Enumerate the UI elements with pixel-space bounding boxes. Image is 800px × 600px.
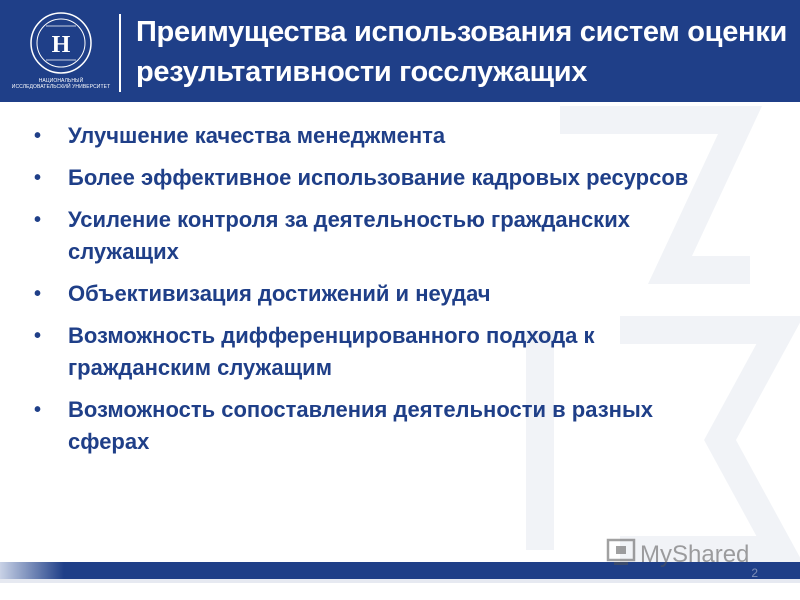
slide-title: Преимущества использования систем оценки результативности госслужащих xyxy=(136,16,787,88)
bullet-text: Возможность дифференцированного подхода к гражданским служащим xyxy=(68,323,595,380)
logo-caption: НАЦИОНАЛЬНЫЙ ИССЛЕДОВАТЕЛЬСКИЙ УНИВЕРСИТЕТ xyxy=(11,78,111,90)
bullet-item xyxy=(34,204,734,268)
bullet-dot-icon: • xyxy=(34,209,42,231)
page-number: 2 xyxy=(751,566,758,580)
bullet-list xyxy=(34,120,734,468)
bullet-item xyxy=(34,162,734,194)
footer-line xyxy=(0,579,800,583)
bullet-text: Усиление контроля за деятельностью гражданских служащих xyxy=(68,207,630,264)
bullet-text: Улучшение качества менеджмента xyxy=(68,123,446,148)
bullet-dot-icon: • xyxy=(34,399,42,421)
bullet-dot-icon: • xyxy=(34,325,42,347)
bullet-text: Возможность сопоставления деятельности в разных сферах xyxy=(68,397,653,454)
hse-emblem-icon xyxy=(10,8,112,78)
bullet-item xyxy=(34,320,734,384)
university-logo xyxy=(10,8,112,98)
bullet-dot-icon: • xyxy=(34,283,42,305)
bullet-text: Объективизация достижений и неудач xyxy=(68,281,491,306)
header-bar xyxy=(0,0,800,102)
svg-text:Н: Н xyxy=(51,32,71,58)
bullet-item xyxy=(34,120,734,152)
bullet-item xyxy=(34,278,734,310)
bullet-dot-icon: • xyxy=(34,167,42,189)
bullet-item xyxy=(34,394,734,458)
svg-text:MyShared: MyShared xyxy=(640,541,750,568)
bullet-dot-icon: • xyxy=(34,125,42,147)
header-divider xyxy=(119,14,121,92)
bullet-text: Более эффективное использование кадровых ресурсов xyxy=(68,165,689,190)
